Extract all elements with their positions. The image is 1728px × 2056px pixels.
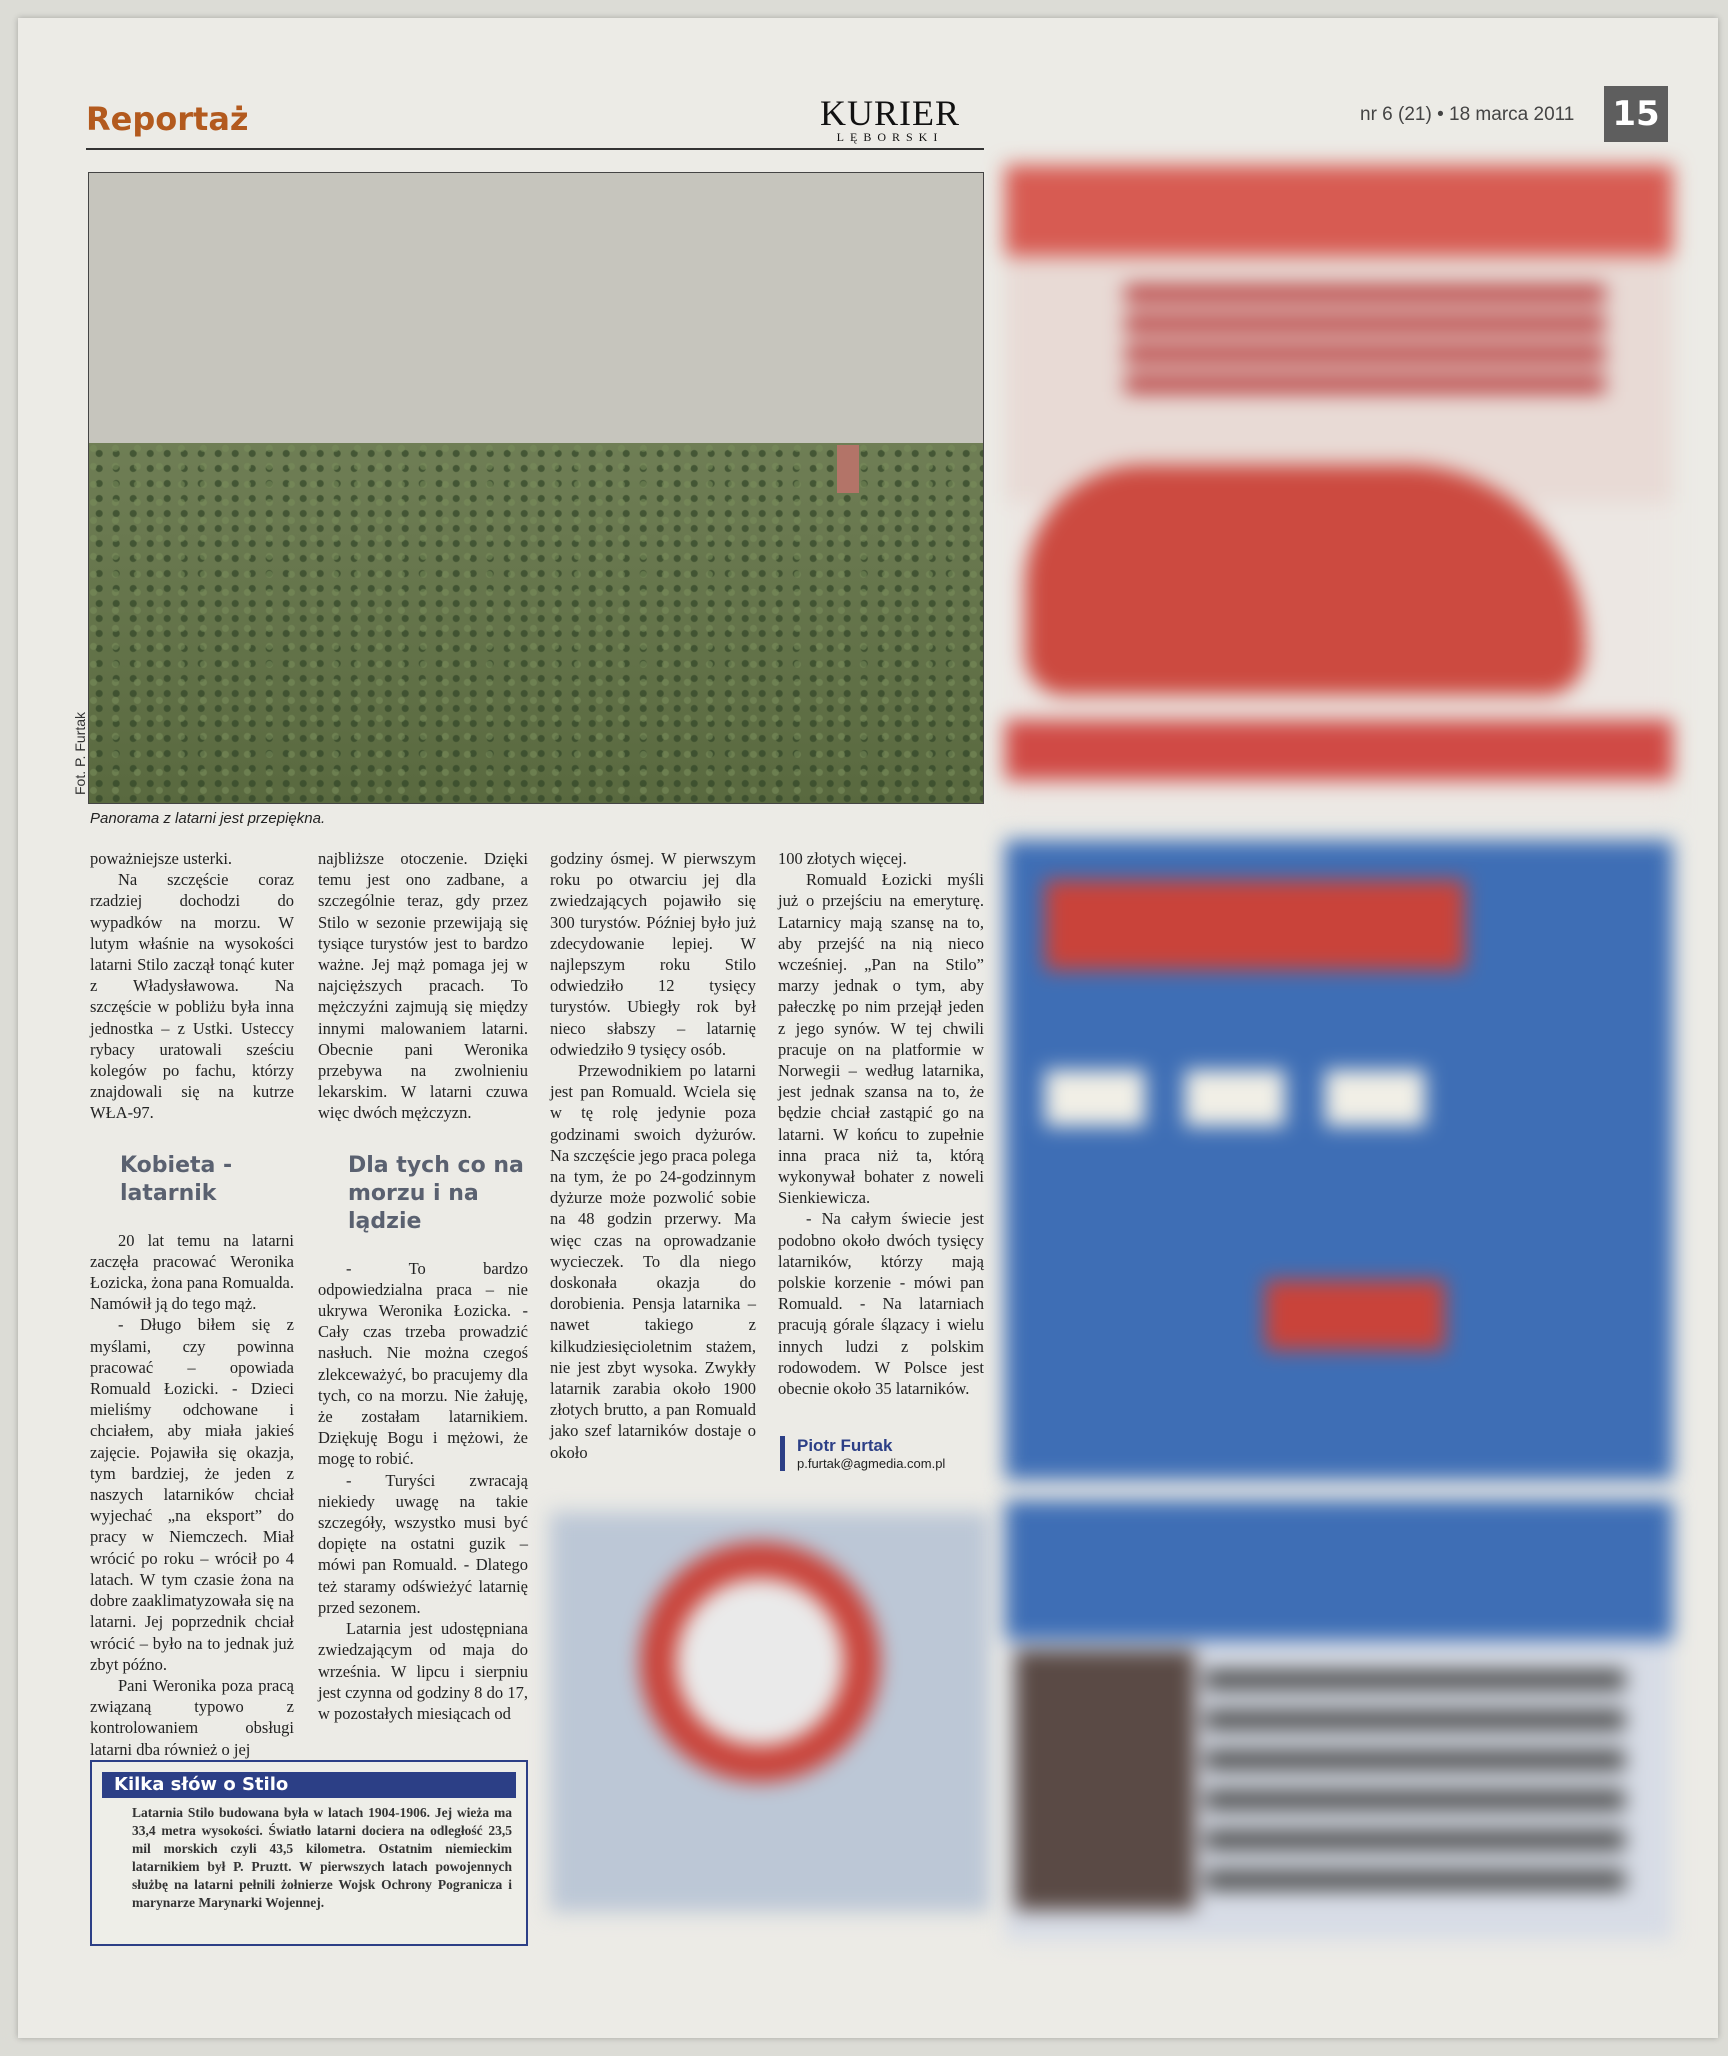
paragraph: najbliższe otoczenie. Dzięki temu jest ono zadbane, a szczególnie teraz, gdy przez Stilo w sezonie przewijają się tysiące turystów jest to bardzo ważne. Jej mąż pomaga jej w najcięższych pracach. To mężczyźni zajmują się między innymi malowaniem latarni. Obecnie pani Weronika przebywa na zwolnieniu lekarskim. W latarni czuwa więc dwóch mężczyzn. xyxy=(318,849,528,1123)
article-column-1 xyxy=(90,848,294,1760)
ad-red-box xyxy=(1265,1280,1445,1350)
masthead xyxy=(790,93,990,145)
listing-advertisement xyxy=(1005,1500,1673,1940)
author-email[interactable]: p.furtak@agmedia.com.pl xyxy=(797,1456,946,1471)
photo-forest xyxy=(89,443,983,803)
paragraph: - Długo biłem się z myślami, czy powinna pracować – opowiada Romuald Łozicki. - Dzieci mieliśmy odchowane i chciałem, aby miała jakieś zajęcie. Pojawiła się okazja, tym bardziej, że jeden z naszych latarników chciał wyjechać „na eksport” do pracy w Niemczech. Miał wrócić po roku – wrócił po 4 latach. W tym czasie żona na dobre zaaklimatyzowała się na latarni. Jej poprzednik chciał wrócić – było na to jednak już zbyt późno. xyxy=(90,1315,294,1674)
car-image xyxy=(1025,465,1585,695)
paragraph: Pani Weronika poza pracą związaną typowo z kontrolowaniem obsługi latarni dba również o jej xyxy=(90,1675,294,1759)
info-box-text: Latarnia Stilo budowana była w latach 1904-1906. Jej wieża ma 33,4 metra wysokości. Światło latarni dociera na odległość 23,5 mil morskich czyli 43,5 kilometra. Ostatnim niemieckim latarnikiem był P. Pruztt. W pierwszych latach powojennych służbę na latarni pełnili żołnierze Wojsk Ochrony Pogranicza i marynarze Marynarki Wojennej. xyxy=(132,1805,512,1910)
masthead-name: KURIER xyxy=(820,93,960,133)
article-column-2 xyxy=(318,848,528,1724)
ad-product-tile xyxy=(1045,1070,1145,1126)
photo-credit: Fot. P. Furtak xyxy=(72,712,88,795)
article-column-3 xyxy=(550,848,756,1463)
ad-photo xyxy=(1015,1650,1195,1910)
paragraph: - Na całym świecie jest podobno około dwóch tysięcy latarników, którzy mają polskie korzenie - mówi pan Romuald. - Na latarniach pracują górale ślązacy i wielu innych ludzi z polskim rodowodem. W Polsce jest obecnie około 35 latarników. xyxy=(778,1209,984,1399)
ad-product-tile xyxy=(1325,1070,1425,1126)
masthead-subtitle: LĘBORSKI xyxy=(836,130,944,144)
paragraph: Przewodnikiem po latarni jest pan Romuald. Wciela się w tę rolę jedynie poza godzinami swoich dyżurów. Na szczęście jego praca polega na tym, że po 24-godzinnym dyżurze może pozwolić sobie na 48 godzin przerwy. Ma więc czas na oprowadzanie wycieczek. To dla niego doskonała okazja do dorobienia. Pensja latarnika – nawet takiego z kilkudziesięcioletnim stażem, nie jest zbyt wysoka. Zwykły latarnik zarabia około 1900 złotych brutto, a pan Romuald jako szef latarników dostaje o około xyxy=(550,1061,756,1462)
subheading: Dla tych co na morzu i na lądzie xyxy=(348,1152,524,1234)
ad-text-block xyxy=(1125,285,1605,405)
paragraph: - Turyści zwracają niekiedy uwagę na takie szczegóły, wszystko musi być dopięte na ostatni guzik – mówi pan Romuald. - Dlatego też staramy odświeżyć latarnię przed sezonem. xyxy=(318,1470,528,1617)
ad-band xyxy=(1005,720,1673,780)
paragraph: godziny ósmej. W pierwszym roku po otwarciu jej dla zwiedzających pojawiło się 300 turystów. Później było już zdecydowanie lepiej. W najlepszym roku Stilo odwiedziło 12 tysięcy turystów. Ubiegły rok był nieco słabszy – latarnię odwiedziło 9 tysięcy osób. xyxy=(550,849,756,1059)
section-title: Reportaż xyxy=(86,100,249,138)
subheading: Kobieta - latarnik xyxy=(120,1152,233,1206)
blue-advertisement xyxy=(1005,840,1673,1480)
photo-tower xyxy=(837,445,859,493)
paragraph: poważniejsze usterki. xyxy=(90,849,233,868)
author-name: Piotr Furtak xyxy=(797,1436,893,1455)
header-rule xyxy=(86,148,984,150)
author-byline xyxy=(780,1436,945,1471)
info-box-title: Kilka słów o Stilo xyxy=(102,1772,516,1798)
ad-text-rows xyxy=(1205,1670,1625,1910)
paragraph: 20 lat temu na latarni zaczęła pracować Weronika Łozicka, żona pana Romualda. Namówił ją do tego mąż. xyxy=(90,1230,294,1314)
paragraph: Na szczęście coraz rzadziej dochodzi do wypadków na morzu. W lutym właśnie na wysokości latarni Stilo zaczął tonąć kuter z Władysławowa. Na szczęście w pobliżu była inna jednostka – z Ustki. Usteccy rybacy uratowali sześciu kolegów po fachu, którzy znajdowali się na kutrze WŁA-97. xyxy=(90,870,294,1123)
car-advertisement xyxy=(1005,165,1673,815)
photo-caption: Panorama z latarni jest przepiękna. xyxy=(90,810,326,827)
paragraph: 100 złotych więcej. xyxy=(778,849,907,868)
ad-blue-header xyxy=(1005,1500,1673,1640)
paragraph: Latarnia jest udostępniana zwiedzającym od maja do września. W lipcu i sierpniu jest czynna od godziny 8 do 17, w pozostałych miesiącach od xyxy=(318,1619,528,1723)
ad-red-banner xyxy=(1045,880,1465,970)
article-column-4 xyxy=(778,848,984,1399)
lifebuoy-image xyxy=(640,1542,880,1782)
issue-info: nr 6 (21) • 18 marca 2011 xyxy=(1360,104,1575,125)
panorama-photo xyxy=(88,172,984,804)
ad-product-tile xyxy=(1185,1070,1285,1126)
page-number: 15 xyxy=(1604,86,1668,142)
info-box xyxy=(90,1760,528,1946)
lifebuoy-advertisement xyxy=(550,1512,990,1912)
paragraph: - To bardzo odpowiedzialna praca – nie ukrywa Weronika Łozicka. - Cały czas trzeba prowadzić nasłuch. Nie można czegoś zlekceważyć, bo pracujemy dla tych, co na morzu. Nie żałuję, że zostałam latarnikiem. Dziękuję Bogu i mężowi, że mogę to robić. xyxy=(318,1258,528,1469)
paragraph: Romuald Łozicki myśli już o przejściu na emeryturę. Latarnicy mają szansę na to, aby przejść na nią nieco wcześniej. „Pan na Stilo” marzy jednak o tym, aby pałeczkę po nim przejął jeden z jego synów. W tej chwili pracuje on na platformie w Norwegii – według latarnika, jest jednak szansa na to, że będzie chciał zastąpić go na latarni. W końcu to zupełnie inna praca niż ta, którą wykonywał bohater z noweli Sienkiewicza. xyxy=(778,870,984,1208)
